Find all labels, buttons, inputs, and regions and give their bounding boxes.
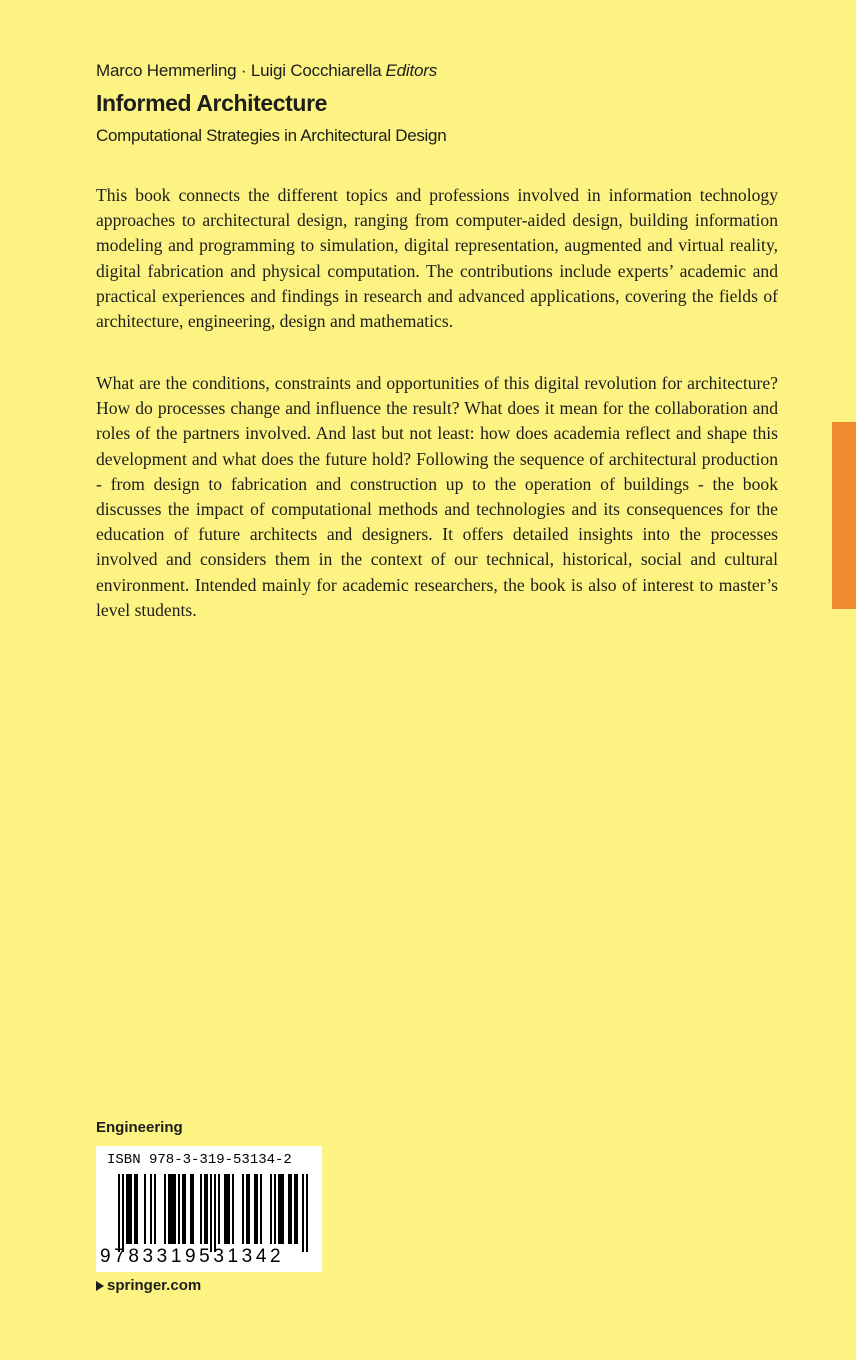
barcode-bar <box>154 1174 156 1244</box>
arrow-right-icon <box>96 1281 104 1291</box>
barcode-bar <box>242 1174 244 1244</box>
barcode-bar <box>150 1174 152 1244</box>
subject-label: Engineering <box>96 1119 183 1136</box>
barcode-bar <box>270 1174 272 1244</box>
barcode-bar <box>260 1174 262 1244</box>
barcode-bar <box>126 1174 132 1244</box>
book-subtitle: Computational Strategies in Architectural Design <box>96 126 447 145</box>
barcode-bar <box>224 1174 230 1244</box>
barcode-bar <box>168 1174 176 1244</box>
barcode-bar <box>204 1174 208 1244</box>
barcode-bar <box>178 1174 180 1244</box>
blurb-paragraph-1: This book connects the different topics and professions involved in information technology approaches to architectural design, ranging from computer-aided design, building information modeling and programming to simulation, digital representation, augmented and virtual reality, digital fabrication and physical computation. The contributions include experts’ academic and practical experiences and findings in research and advanced applications, covering the fields of architecture, engineering, design and mathematics. <box>96 185 778 332</box>
barcode-bar <box>200 1174 202 1244</box>
barcode-bar <box>182 1174 186 1244</box>
barcode-bar <box>232 1174 234 1244</box>
barcode-guard-bar <box>214 1174 216 1252</box>
publisher-link[interactable] <box>96 1277 201 1294</box>
barcode-bar <box>144 1174 146 1244</box>
color-tab <box>832 422 856 609</box>
barcode-guard-bar <box>118 1174 120 1252</box>
barcode-bar <box>294 1174 298 1244</box>
barcode-guard-bar <box>122 1174 124 1252</box>
barcode-guard-bar <box>210 1174 212 1252</box>
barcode-bar <box>134 1174 138 1244</box>
barcode-bar <box>246 1174 250 1244</box>
blurb-paragraph-2: What are the conditions, constraints and opportunities of this digital revolution for architecture? How do processes change and influence the result? What does it mean for the collaboration and roles of the partners involved. And last but not least: how does academia reflect and shape this development and what does the future hold? Following the sequence of architectural production - from design to fabrication and construction up to the operation of buildings - the book discusses the impact of computational methods and technologies and its consequences for the education of future architects and designers. It offers detailed insights into the processes involved and considers them in the context of our technical, historical, social and cultural environment. Intended mainly for academic researchers, the book is also of interest to master’s level students. <box>96 373 778 620</box>
book-title: Informed Architecture <box>96 90 328 116</box>
ean-digits: 9783319531342 <box>100 1246 285 1267</box>
barcode-bar <box>278 1174 284 1244</box>
editors-role: Editors <box>385 61 437 80</box>
isbn-label: ISBN 978-3-319-53134-2 <box>107 1152 292 1168</box>
publisher-link-text: springer.com <box>107 1277 202 1294</box>
barcode-bar <box>288 1174 292 1244</box>
barcode-guard-bar <box>306 1174 308 1252</box>
barcode <box>96 1146 322 1272</box>
barcode-bar <box>254 1174 258 1244</box>
editors-names: Marco Hemmerling · Luigi Cocchiarella <box>96 61 382 80</box>
barcode-bar <box>274 1174 276 1244</box>
barcode-bar <box>218 1174 220 1244</box>
barcode-bar <box>164 1174 166 1244</box>
barcode-bar <box>190 1174 194 1244</box>
editors-line <box>96 61 437 81</box>
barcode-guard-bar <box>302 1174 304 1252</box>
